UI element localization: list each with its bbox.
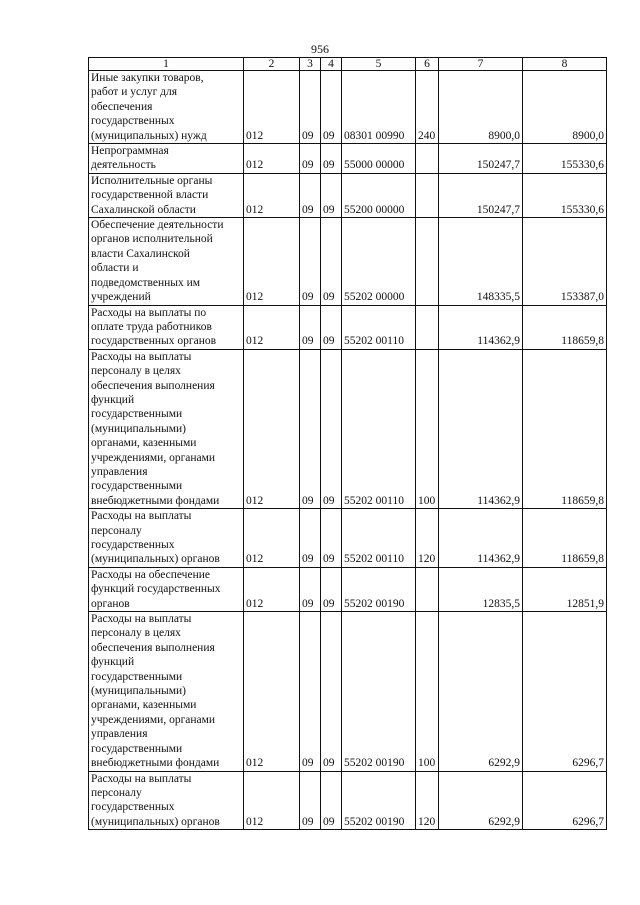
- item-name-line: персоналу: [91, 786, 142, 799]
- section-code-cell: 09: [300, 173, 321, 217]
- item-name-line: (муниципальными): [91, 422, 186, 435]
- item-name-line: государственными: [91, 670, 183, 683]
- column-header: 4: [321, 58, 342, 71]
- item-name-line: Расходы на выплаты: [91, 772, 192, 785]
- item-name-cell: [89, 144, 244, 174]
- item-name-line: органами, казенными: [91, 437, 197, 450]
- section-code-cell: 09: [300, 144, 321, 174]
- table-row: [89, 349, 607, 508]
- item-name-line: органов: [91, 597, 130, 610]
- item-name-line: персоналу в целях: [91, 365, 181, 378]
- item-name-line: Расходы на выплаты: [91, 613, 192, 626]
- amount-year-1-cell: 114362,9: [439, 349, 523, 508]
- expense-type-cell: [416, 218, 439, 305]
- item-name-cell: [89, 71, 244, 144]
- amount-year-2-cell: 8900,0: [523, 71, 607, 144]
- section-code-cell: 09: [300, 567, 321, 611]
- amount-year-2-cell: 12851,9: [523, 567, 607, 611]
- expense-type-cell: 100: [416, 612, 439, 771]
- item-name-line: деятельность: [91, 159, 156, 172]
- item-name-line: (муниципальными): [91, 685, 186, 698]
- item-name-line: власти Сахалинской: [91, 247, 190, 260]
- item-name-cell: [89, 305, 244, 349]
- item-name-line: персоналу: [91, 524, 142, 537]
- item-name-line: государственными: [91, 408, 183, 421]
- amount-year-2-cell: 155330,6: [523, 144, 607, 174]
- ministry-code-cell: 012: [244, 305, 300, 349]
- item-name-line: управления: [91, 465, 148, 478]
- item-name-cell: [89, 612, 244, 771]
- table-row: [89, 218, 607, 305]
- item-name-line: оплате труда работников: [91, 320, 212, 333]
- amount-year-2-cell: 6296,7: [523, 771, 607, 830]
- table-header-row: [89, 58, 607, 71]
- target-article-cell: 55202 00190: [342, 771, 416, 830]
- item-name-line: внебюджетными фондами: [91, 494, 220, 507]
- expense-type-cell: 240: [416, 71, 439, 144]
- item-name-line: Расходы на выплаты: [91, 510, 192, 523]
- expense-type-cell: [416, 173, 439, 217]
- section-code-cell: 09: [300, 349, 321, 508]
- item-name-line: органов исполнительной: [91, 233, 213, 246]
- expense-type-cell: [416, 305, 439, 349]
- subsection-code-cell: 09: [321, 567, 342, 611]
- amount-year-1-cell: 8900,0: [439, 71, 523, 144]
- target-article-cell: 55202 00190: [342, 567, 416, 611]
- item-name-line: Расходы на выплаты: [91, 350, 192, 363]
- item-name-cell: [89, 509, 244, 568]
- section-code-cell: 09: [300, 218, 321, 305]
- item-name-line: (муниципальных) органов: [91, 553, 220, 566]
- item-name-cell: [89, 567, 244, 611]
- subsection-code-cell: 09: [321, 71, 342, 144]
- item-name-line: государственных органов: [91, 335, 217, 348]
- ministry-code-cell: 012: [244, 509, 300, 568]
- item-name-line: учреждений: [91, 291, 151, 304]
- item-name-cell: [89, 349, 244, 508]
- item-name-line: функций: [91, 656, 135, 669]
- amount-year-1-cell: 6292,9: [439, 771, 523, 830]
- page-number: 956: [311, 42, 329, 56]
- section-code-cell: 09: [300, 612, 321, 771]
- subsection-code-cell: 09: [321, 305, 342, 349]
- column-header: 6: [416, 58, 439, 71]
- item-name-line: государственными: [91, 742, 183, 755]
- amount-year-2-cell: 6296,7: [523, 612, 607, 771]
- item-name-cell: [89, 173, 244, 217]
- item-name-line: государственных: [91, 115, 175, 128]
- budget-table: [88, 57, 607, 830]
- table-row: [89, 612, 607, 771]
- ministry-code-cell: 012: [244, 144, 300, 174]
- item-name-line: государственных: [91, 801, 175, 814]
- item-name-line: Расходы на обеспечение: [91, 568, 210, 581]
- amount-year-2-cell: 118659,8: [523, 349, 607, 508]
- item-name-line: персоналу в целях: [91, 627, 181, 640]
- item-name-cell: [89, 771, 244, 830]
- target-article-cell: 55000 00000: [342, 144, 416, 174]
- subsection-code-cell: 09: [321, 144, 342, 174]
- amount-year-2-cell: 153387,0: [523, 218, 607, 305]
- subsection-code-cell: 09: [321, 771, 342, 830]
- item-name-line: Иные закупки товаров,: [91, 72, 204, 84]
- item-name-line: (муниципальных) органов: [91, 815, 220, 828]
- item-name-line: функций: [91, 393, 135, 406]
- item-name-line: Сахалинской области: [91, 203, 196, 216]
- item-name-line: подведомственных им: [91, 276, 201, 289]
- table-row: [89, 567, 607, 611]
- column-header: 5: [342, 58, 416, 71]
- item-name-line: функций государственных: [91, 583, 221, 596]
- amount-year-2-cell: 118659,8: [523, 509, 607, 568]
- amount-year-1-cell: 12835,5: [439, 567, 523, 611]
- item-name-line: Непрограммная: [91, 145, 169, 158]
- target-article-cell: 55202 00110: [342, 509, 416, 568]
- ministry-code-cell: 012: [244, 218, 300, 305]
- subsection-code-cell: 09: [321, 509, 342, 568]
- target-article-cell: 55200 00000: [342, 173, 416, 217]
- amount-year-2-cell: 155330,6: [523, 173, 607, 217]
- item-name-line: учреждениями, органами: [91, 713, 216, 726]
- amount-year-2-cell: 118659,8: [523, 305, 607, 349]
- item-name-line: обеспечения: [91, 100, 153, 113]
- expense-type-cell: [416, 144, 439, 174]
- table-row: [89, 771, 607, 830]
- amount-year-1-cell: 148335,5: [439, 218, 523, 305]
- column-header: 7: [439, 58, 523, 71]
- amount-year-1-cell: 150247,7: [439, 173, 523, 217]
- expense-type-cell: [416, 567, 439, 611]
- table-row: [89, 144, 607, 174]
- column-header: 3: [300, 58, 321, 71]
- item-name-line: работ и услуг для: [91, 86, 178, 99]
- subsection-code-cell: 09: [321, 349, 342, 508]
- ministry-code-cell: 012: [244, 173, 300, 217]
- item-name-line: органами, казенными: [91, 699, 197, 712]
- section-code-cell: 09: [300, 509, 321, 568]
- target-article-cell: 08301 00990: [342, 71, 416, 144]
- item-name-line: Обеспечение деятельности: [91, 219, 224, 232]
- amount-year-1-cell: 114362,9: [439, 305, 523, 349]
- ministry-code-cell: 012: [244, 567, 300, 611]
- item-name-line: государственной власти: [91, 189, 209, 202]
- amount-year-1-cell: 6292,9: [439, 612, 523, 771]
- item-name-line: (муниципальных) нужд: [91, 129, 207, 142]
- item-name-line: управления: [91, 728, 148, 741]
- target-article-cell: 55202 00190: [342, 612, 416, 771]
- ministry-code-cell: 012: [244, 612, 300, 771]
- item-name-line: учреждениями, органами: [91, 451, 216, 464]
- item-name-cell: [89, 218, 244, 305]
- expense-type-cell: 120: [416, 509, 439, 568]
- item-name-line: внебюджетными фондами: [91, 757, 220, 770]
- column-header: 2: [244, 58, 300, 71]
- item-name-line: области и: [91, 262, 139, 275]
- section-code-cell: 09: [300, 771, 321, 830]
- section-code-cell: 09: [300, 305, 321, 349]
- table-row: [89, 509, 607, 568]
- ministry-code-cell: 012: [244, 349, 300, 508]
- column-header: 8: [523, 58, 607, 71]
- ministry-code-cell: 012: [244, 771, 300, 830]
- item-name-line: государственных: [91, 539, 175, 551]
- subsection-code-cell: 09: [321, 612, 342, 771]
- subsection-code-cell: 09: [321, 218, 342, 305]
- target-article-cell: 55202 00110: [342, 305, 416, 349]
- column-header: 1: [89, 58, 244, 71]
- table-row: [89, 173, 607, 217]
- section-code-cell: 09: [300, 71, 321, 144]
- amount-year-1-cell: 114362,9: [439, 509, 523, 568]
- amount-year-1-cell: 150247,7: [439, 144, 523, 174]
- table-row: [89, 71, 607, 144]
- ministry-code-cell: 012: [244, 71, 300, 144]
- item-name-line: государственными: [91, 480, 183, 493]
- table-row: [89, 305, 607, 349]
- item-name-line: обеспечения выполнения: [91, 641, 215, 654]
- target-article-cell: 55202 00000: [342, 218, 416, 305]
- expense-type-cell: 120: [416, 771, 439, 830]
- item-name-line: Исполнительные органы: [91, 174, 213, 187]
- item-name-line: обеспечения выполнения: [91, 379, 215, 392]
- item-name-line: Расходы на выплаты по: [91, 306, 207, 319]
- expense-type-cell: 100: [416, 349, 439, 508]
- target-article-cell: 55202 00110: [342, 349, 416, 508]
- subsection-code-cell: 09: [321, 173, 342, 217]
